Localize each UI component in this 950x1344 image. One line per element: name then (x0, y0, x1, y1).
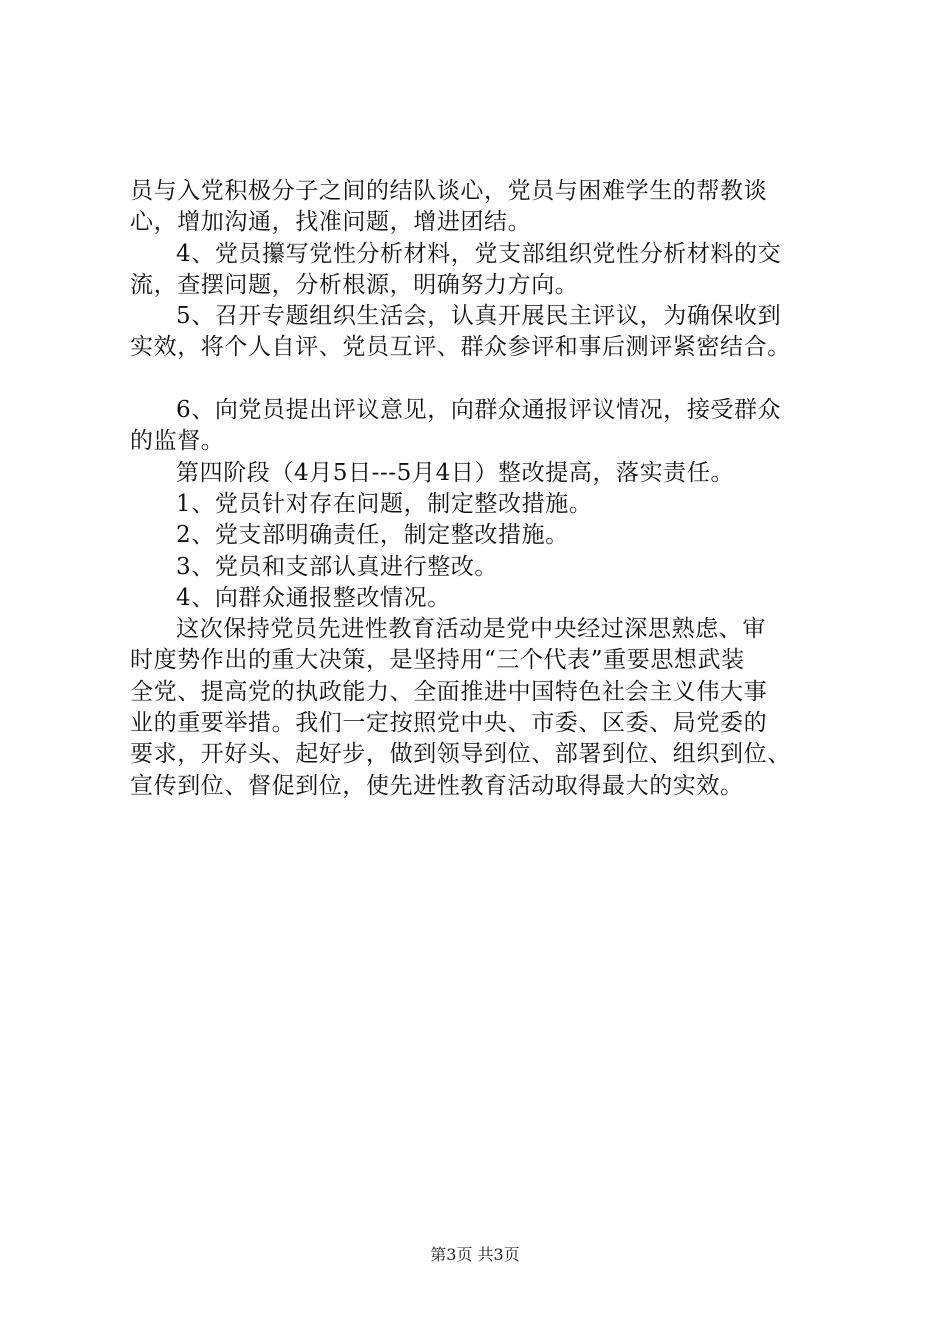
page-footer (0, 1245, 950, 1265)
paragraph-line: 4、党员攥写党性分析材料，党支部组织党性分析材料的交 (176, 240, 782, 267)
list-item: 3、党员和支部认真进行整改。 (176, 553, 499, 580)
document-body (130, 176, 850, 802)
paragraph-line: 的监督。 (130, 428, 225, 455)
paragraph-line: 流，查摆问题，分析根源，明确努力方向。 (130, 271, 579, 298)
list-item: 1、党员针对存在问题，制定整改措施。 (176, 490, 593, 517)
paragraph-line: 这次保持党员先进性教育活动是党中央经过深思熟虑、审 (176, 616, 766, 643)
paragraph-line: 业的重要举措。我们一定按照党中央、市委、区委、局党委的 (130, 710, 768, 737)
paragraph-line: 6、向党员提出评议意见，向群众通报评议情况，接受群众 (176, 397, 782, 424)
list-item: 2、党支部明确责任，制定整改措施。 (176, 522, 569, 549)
paragraph-line: 时度势作出的重大决策，是坚持用“三个代表”重要思想武装 (130, 647, 745, 674)
page-number-label: 第3页 共3页 (430, 1245, 520, 1264)
paragraph-line: 宣传到位、督促到位，使先进性教育活动取得最大的实效。 (130, 772, 744, 799)
paragraph-line: 心，增加沟通，找准问题，增进团结。 (130, 209, 532, 236)
paragraph-line: 全党、提高党的执政能力、全面推进中国特色社会主义伟大事 (130, 678, 768, 705)
list-item: 4、向群众通报整改情况。 (176, 584, 451, 611)
paragraph-line: 5、召开专题组织生活会，认真开展民主评议，为确保收到 (176, 303, 782, 330)
paragraph-line: 员与入党积极分子之间的结队谈心，党员与困难学生的帮教谈 (130, 178, 768, 204)
paragraph-line: 实效，将个人自评、党员互评、群众参评和事后测评紧密结合。 (130, 334, 791, 361)
paragraph-spacer (130, 364, 850, 395)
section-heading: 第四阶段（4月5日---5月4日）整改提高，落实责任。 (176, 459, 735, 486)
paragraph-line: 要求，开好头、起好步，做到领导到位、部署到位、组织到位、 (130, 741, 791, 768)
